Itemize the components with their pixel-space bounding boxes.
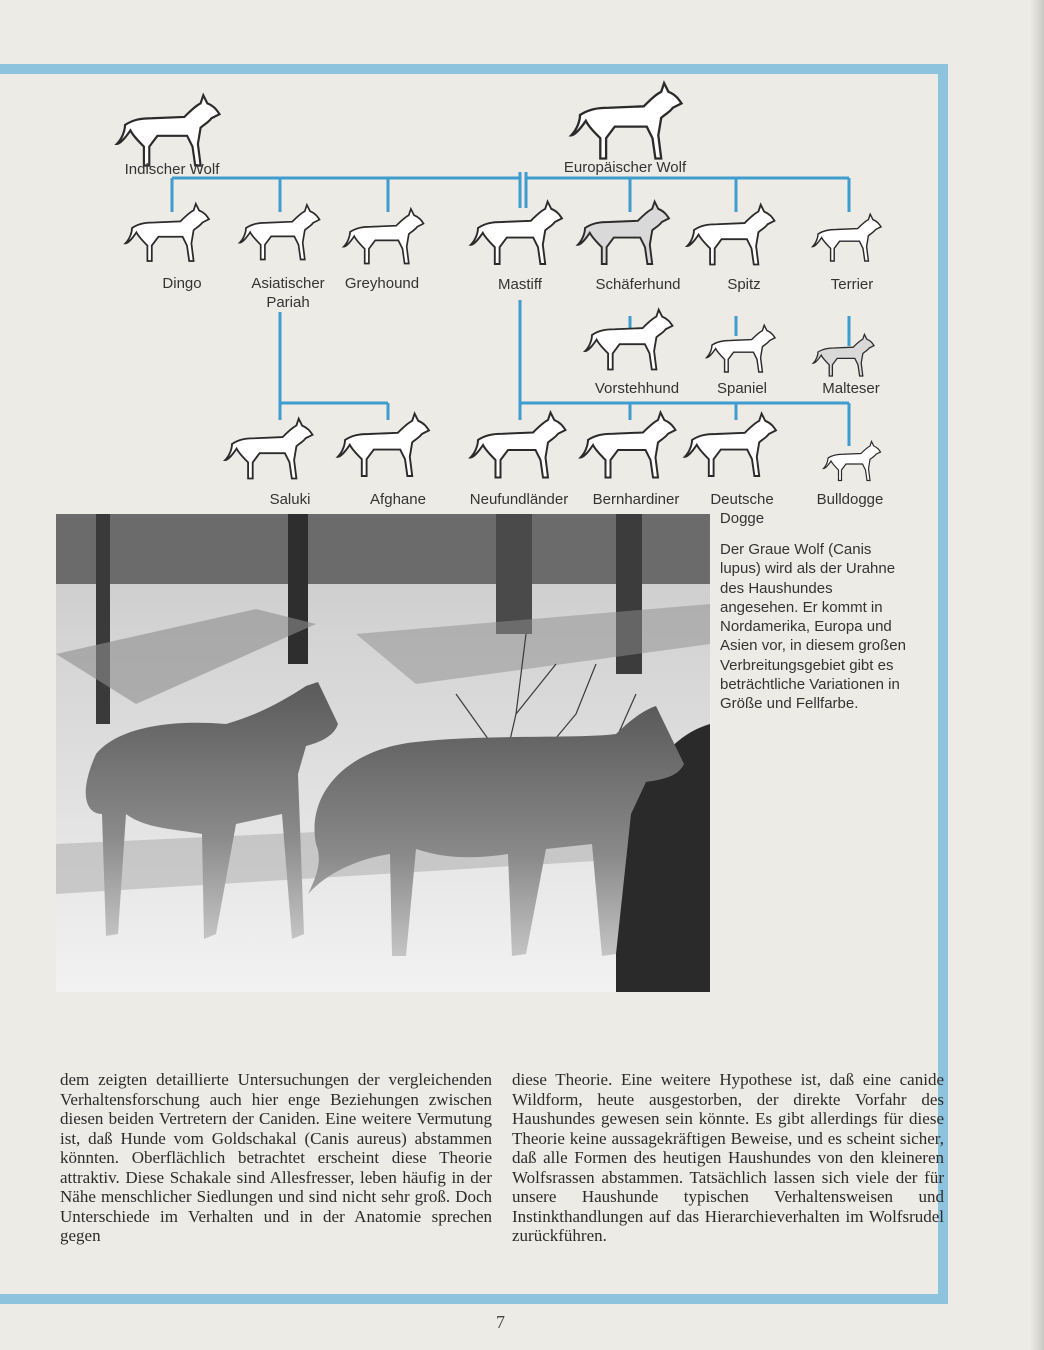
- newfoundland-drawing: [471, 413, 566, 478]
- afghan-drawing: [338, 414, 429, 476]
- label-pointer: Vorstehhund: [594, 380, 680, 397]
- dog-family-tree: [0, 0, 1044, 520]
- maltese-drawing: [813, 334, 874, 376]
- body-paragraph-left: dem zeigten detaillierte Untersuchungen der vergleichenden Verhaltensforschung auch hier enge Beziehungen zwischen diesen beiden Vertretern der Caniden. Eine weitere Vermutung ist, daß Hunde vom Goldschakal (Canis aureus) abstammen könnten. Oberflächlich betrachtet erscheint diese Theorie attraktiv. Diese Schakale sind Allesfresser, leben häufig in der Nähe menschlicher Siedlungen und sind nicht sehr groß. Doch Unterschiede im Verhalten und in der Anatomie sprechen gegen: [60, 1070, 492, 1245]
- pariah-drawing: [240, 205, 320, 260]
- label-spaniel: Spaniel: [716, 380, 768, 397]
- wolves-photo: [56, 514, 710, 992]
- mastiff-drawing: [471, 202, 562, 264]
- label-spitz: Spitz: [727, 276, 761, 293]
- label-indian-wolf: Indischer Wolf: [124, 161, 220, 178]
- label-shepherd: Schäferhund: [595, 276, 681, 293]
- label-dingo: Dingo: [162, 275, 202, 292]
- dingo-drawing: [125, 204, 209, 261]
- body-text-right-column: [512, 1070, 944, 1246]
- label-bulldog: Bulldogge: [816, 491, 884, 508]
- label-european-wolf: Europäischer Wolf: [563, 159, 687, 176]
- page-number: 7: [496, 1312, 505, 1332]
- label-pariah: Asiatischer Pariah: [251, 275, 325, 311]
- great-dane-drawing: [685, 414, 776, 476]
- photo-caption: Der Graue Wolf (Canis lupus) wird als der Urahne des Haushundes angesehen. Er kommt in Nordamerika, Europa und Asien vor, in diesem großen Verbreitungsgebiet gibt es beträchtliche Variationen in Größe und Fellfarbe.: [720, 541, 906, 713]
- label-afghan: Afghane: [370, 491, 426, 508]
- european-wolf-drawing: [571, 83, 681, 158]
- label-greyhound: Greyhound: [344, 275, 420, 292]
- label-mastiff: Mastiff: [498, 276, 542, 293]
- label-great-dane: Deutsche Dogge: [710, 491, 774, 527]
- label-terrier: Terrier: [830, 276, 874, 293]
- indian-wolf-drawing: [117, 95, 220, 165]
- spitz-drawing: [687, 205, 774, 265]
- terrier-drawing: [813, 214, 881, 261]
- label-maltese: Malteser: [822, 380, 880, 397]
- label-st-bernard: Bernhardiner: [592, 491, 680, 508]
- label-saluki: Saluki: [269, 491, 311, 508]
- st-bernard-drawing: [581, 413, 676, 478]
- label-newfoundland: Neufundländer: [469, 491, 569, 508]
- shepherd-drawing: [578, 202, 669, 264]
- bulldog-drawing: [824, 442, 881, 481]
- greyhound-drawing: [344, 209, 424, 264]
- body-text-left-column: [60, 1070, 492, 1246]
- spaniel-drawing: [707, 325, 775, 372]
- body-paragraph-right: diese Theorie. Eine weitere Hypothese ist, daß eine canide Wildform, heute ausgestorben, der direkte Vorfahr des Haushundes gewesen sein könnte. Es gibt allerdings für diese Theorie keine aussagekräftigen Beweise, und es scheint sicher, daß alle Formen des heutigen Haushundes von den kleineren Wolfsrassen abstammen. Tatsächlich lassen sich viele der für unsere Haushunde typischen Verhaltensweisen und Instinkthandlungen auf das Hierarchieverhalten im Wolfsrudel zurückführen.: [512, 1070, 944, 1245]
- saluki-drawing: [225, 419, 312, 479]
